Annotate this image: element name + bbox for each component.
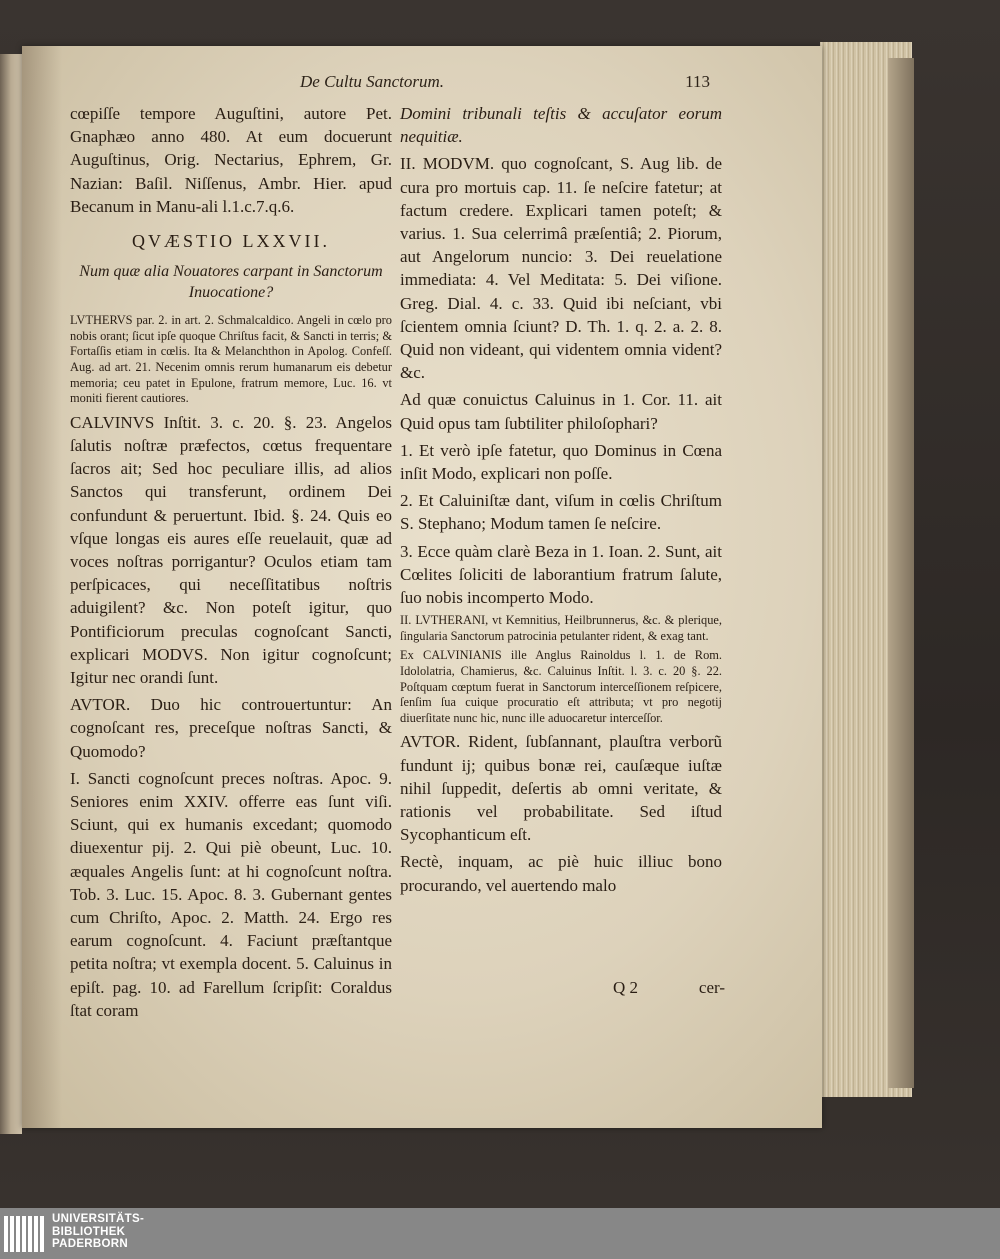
- library-name-line: PADERBORN: [52, 1238, 128, 1250]
- paragraph: 1. Et verò ipſe fatetur, quo Dominus in Cœna inſit Modo, explicari non poſſe.: [400, 440, 722, 484]
- paragraph: 2. Et Caluiniſtæ dant, viſum in cœlis Chriſtum S. Stephano; Modum tamen ſe neſcire.: [400, 491, 722, 534]
- facing-page-edge: [0, 54, 22, 1134]
- library-logo-icon: [4, 1214, 48, 1254]
- question-heading: QVÆSTIO LXXVII.: [132, 231, 330, 252]
- library-footer: [0, 1208, 1000, 1259]
- question-subheading: Num quæ alia Nouatores carpant in Sanctorum Inuocatione?: [79, 263, 383, 302]
- book-fore-edge-shadow: [888, 58, 914, 1088]
- left-column: [70, 102, 392, 1026]
- paragraph-autor: AVTOR. Rident, ſubſannant, plauſtra verborũ fundunt ij; quibus bonæ rei, cauſæque iuſtæ nihil ſuppedit, deſertis ab omni veritate, & rationis vel probabilitate. Sed iſtud Sycophanticum eſt.: [400, 732, 722, 845]
- page-number: 113: [685, 72, 710, 91]
- library-name: [52, 1213, 144, 1251]
- catchword: cer-: [698, 978, 725, 997]
- paragraph: 3. Ecce quàm clarè Beza in 1. Ioan. 2. Sunt, ait Cœlites ſoliciti de laborantium fratrum ſalute, ſuo nobis incomperto Modo.: [400, 541, 722, 608]
- library-name-line: UNIVERSITÄTS-: [52, 1213, 145, 1225]
- paragraph-calvinus: CALVINVS Inſtit. 3. c. 20. §. 23. Angelos ſalutis noſtræ præfectos, cœtus frequentare ſacros ait; Sed hoc peculiare illis, ad alios Sanctos qui transferunt, ordinem Dei confundunt & peruertunt. Ibid. §. 24. Quis eo vſque longas eis aures eſſe reuelauit, quæ ad voces noſtras porrigantur? Oculos etiam tam perſpicaces, qui neceſſitatibus noſtris aduigilent? &c. Non poteſt igitur, quo Pontificiorum preculas cognoſcant Sancti, explicari MODVS. Non igitur cognoſcunt; Igitur nec orandi ſunt.: [70, 412, 392, 688]
- paragraph: I. Sancti cognoſcunt preces noſtras. Apoc. 9. Seniores enim XXIV. offerre eas ſunt viſi. Sciunt, qui ex humanis excedant; quomodo diuexentur pij. 2. Qui piè obeunt, Luc. 10. æquales Angelis ſunt: at hi cognoſcunt noſtra. Tob. 3. Luc. 15. Apoc. 8. 3. Gubernant gentes cum Chriſto, Apoc. 2. Matth. 24. Ergo res earum cognoſcunt. 4. Faciunt præſtantque petita noſtra; vt exempla docent. 5. Caluinus in epiſt. pag. 10. ad Farellum ſcripſit: Coraldus ſtat coram: [70, 768, 392, 1020]
- paragraph-lutherus: LVTHERVS par. 2. in art. 2. Schmalcaldico. Angeli in cœlo pro nobis orant; ſicut ipſe quoque Chriſtus facit, & Sancti in terris; & Fortaſſis etiam in cœlis. Ita & Melanchthon in Apolog. Confeſſ. Aug. ad art. 21. Necenim omnis rerum humanarum eis debetur memoria; ceu patet in Epulone, fratrum memore, Luc. 16. vt moniti fierent cautiores.: [70, 313, 392, 406]
- library-name-line: BIBLIOTHEK: [52, 1225, 126, 1238]
- paragraph: cœpiſſe tempore Auguſtini, autore Pet. Gnaphæo anno 480. At eum docuerunt Auguſtinus, Orig. Nectarius, Ephrem, Gr. Nazian: Baſil. Niſſenus, Ambr. Hier. apud Becanum in Manu-ali l.1.c.7.q.6.: [70, 104, 392, 216]
- right-column: [400, 102, 722, 901]
- page-header: [300, 72, 720, 100]
- page-foot: [605, 978, 725, 998]
- running-title: De Cultu Sanctorum.: [300, 72, 445, 91]
- paragraph-lutherani: II. LVTHERANI, vt Kemnitius, Heilbrunnerus, &c. & plerique, ſingularia Sanctorum patrocinia petulanter rident, & exag tant.: [400, 613, 722, 643]
- paragraph-autor: AVTOR. Duo hic controuertuntur: An cognoſcant res, preceſque noſtras Sancti, & Quomodo?: [70, 695, 392, 761]
- page-gutter-shadow: [22, 46, 62, 1128]
- paragraph-modus: II. MODVM. quo cognoſcant, S. Aug lib. de cura pro mortuis cap. 11. ſe neſcire fatetur; at factum credere. Explicari tamen poteſt; & varius. 1. Sua celerrimâ præſentiâ; 2. Piorum, aut Angelorum nuncio: 3. Dei reuelatione immediata: 4. Vel Meditata: 5. Dei viſione. Greg. Dial. 4. c. 33. Quid ibi neſciant, vbi ſcientem omnia ſciunt? D. Th. 1. q. 2. a. 2. 8. Quid non videant, qui videntem omnia vident? &c.: [400, 154, 722, 383]
- paragraph: Ad quæ conuictus Caluinus in 1. Cor. 11. ait Quid opus tam ſubtiliter philoſophari?: [400, 390, 722, 433]
- paragraph: Domini tribunali teſtis & accuſator eorum nequitiæ.: [400, 104, 722, 147]
- signature-mark: Q 2: [613, 978, 639, 997]
- paragraph: Rectè, inquam, ac piè huic illiuc bono procurando, vel auertendo malo: [400, 852, 722, 895]
- paragraph-calviniani: Ex CALVINIANIS ille Anglus Rainoldus l. 1. de Rom. Idololatria, Chamierus, &c. Caluinus Inſtit. l. 3. c. 20 §. 22. Poſtquam cœptum fuerat in Sanctorum interceſſionem reſpicere, ſenſim ſua cuique procuratio eſt attributa; vt pro negotij diuerſitate nunc hic, nunc ille aduocaretur interceſſor.: [400, 648, 722, 725]
